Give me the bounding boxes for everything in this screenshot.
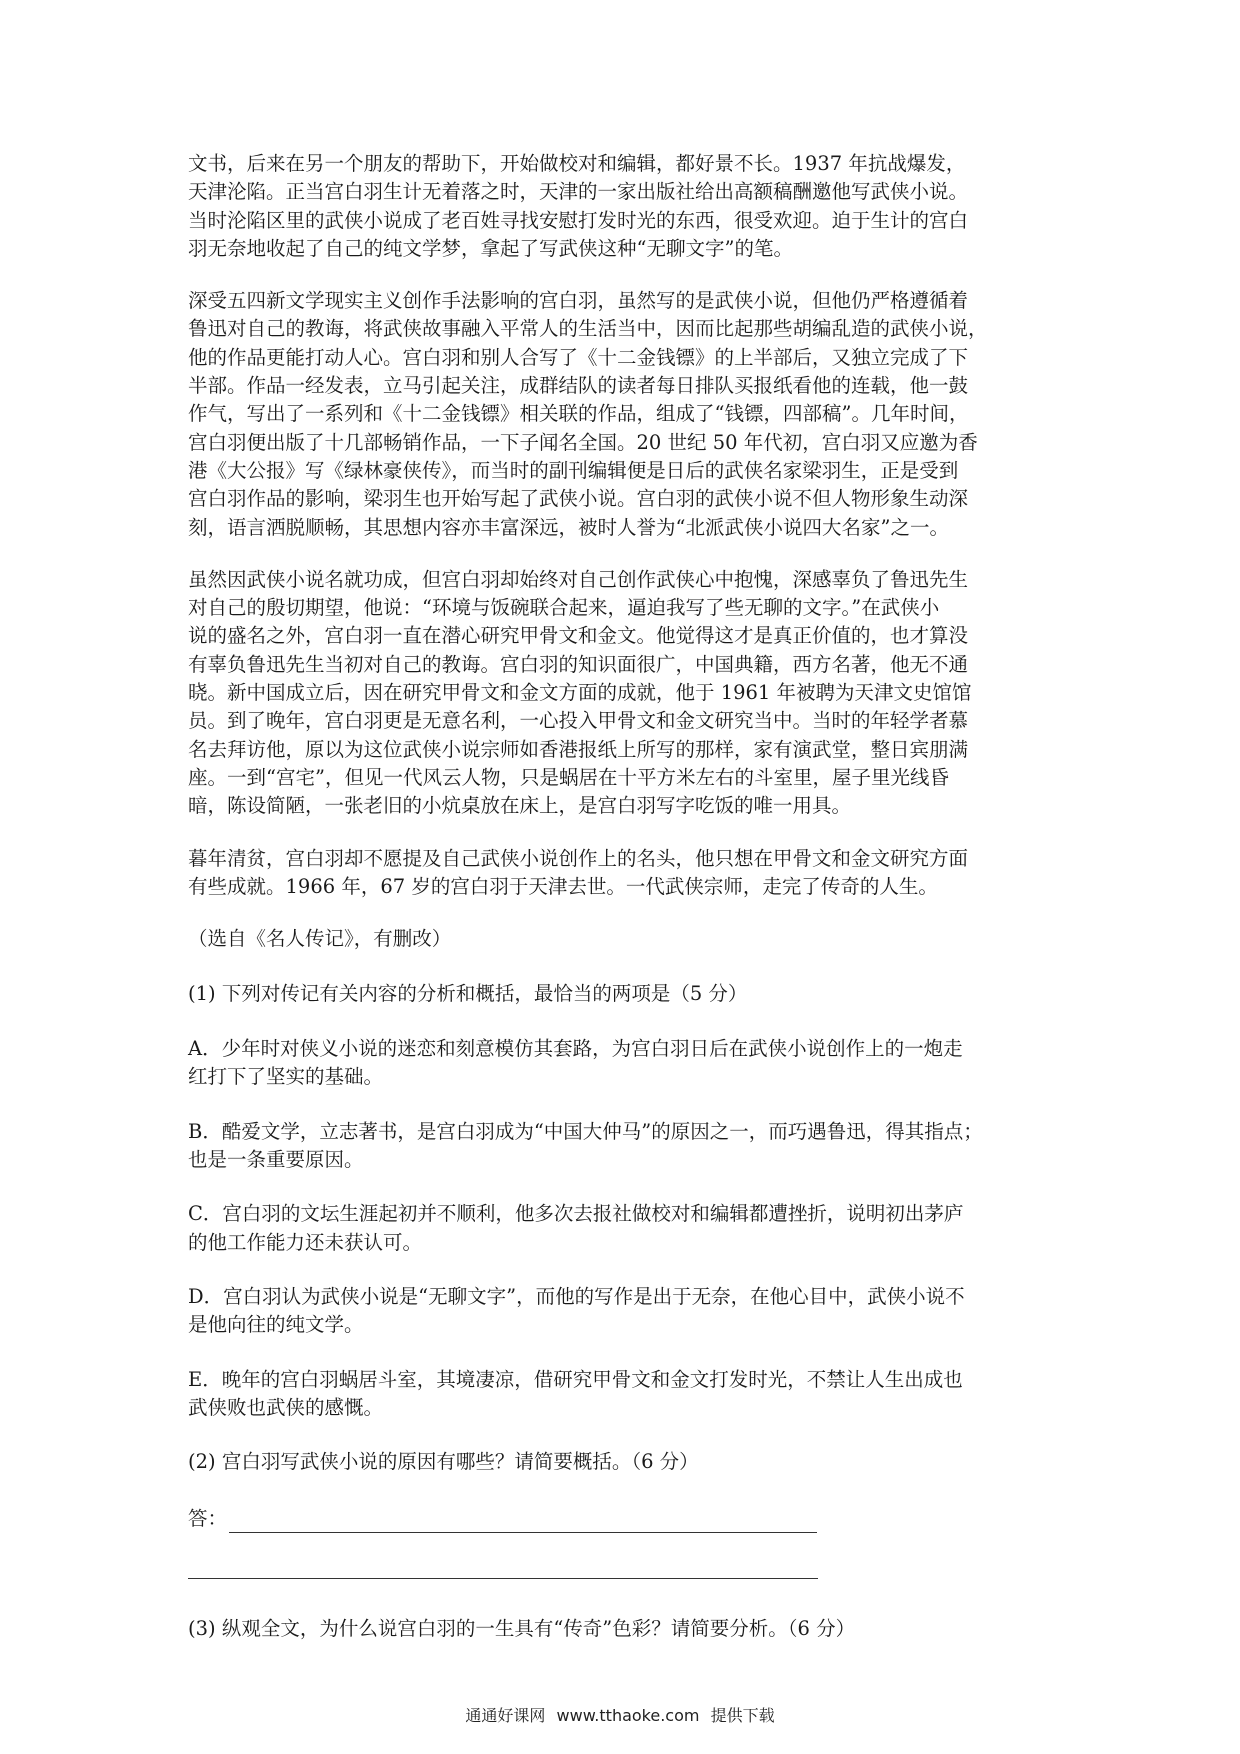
text-line: 有辜负鲁迅先生当初对自己的教诲。宫白羽的知识面很广，中国典籍，西方名著，他无不通	[188, 652, 969, 676]
answer-blank-line[interactable]	[229, 1512, 817, 1533]
paragraph-3	[188, 566, 1058, 821]
option-line: B．酷爱文学，立志著书，是宫白羽成为“中国大仲马”的原因之一，而巧遇鲁迅，得其指点；	[188, 1119, 983, 1143]
option-line: A．少年时对侠义小说的迷恋和刻意模仿其套路，为宫白羽日后在武侠小说创作上的一炮走	[188, 1037, 963, 1061]
footer-note: 提供下载	[710, 1706, 775, 1725]
option-line: 也是一条重要原因。	[188, 1148, 364, 1172]
answer-row	[188, 1503, 1058, 1533]
text-line: 半部。作品一经发表，立马引起关注，成群结队的读者每日排队买报纸看他的连载，他一鼓	[188, 374, 969, 398]
option-line: 是他向往的纯文学。	[188, 1313, 364, 1337]
option-a	[188, 1035, 1058, 1092]
footer-site-name: 通通好课网	[465, 1706, 546, 1725]
text-line: 说的盛名之外，宫白羽一直在潜心研究甲骨文和金文。他觉得这才是真正价值的，也才算没	[188, 624, 969, 648]
option-line: 的他工作能力还未获认可。	[188, 1230, 423, 1254]
text-line: 他的作品更能打动人心。宫白羽和别人合写了《十二金钱镖》的上半部后，又独立完成了下	[188, 345, 969, 369]
option-c	[188, 1200, 1058, 1257]
text-line: 文书，后来在另一个朋友的帮助下，开始做校对和编辑，都好景不长。1937 年抗战爆发，	[188, 152, 966, 175]
text-line: 当时沦陷区里的武侠小说成了老百姓寻找安慰打发时光的东西，很受欢迎。迫于生计的宫白	[188, 208, 969, 232]
text-line: 暮年清贫，宫白羽却不愿提及自己武侠小说创作上的名头，他只想在甲骨文和金文研究方面	[188, 846, 969, 870]
option-line: D．宫白羽认为武侠小说是“无聊文字”，而他的写作是出于无奈，在他心目中，武侠小说不	[188, 1284, 965, 1308]
text-line: 天津沦陷。正当宫白羽生计无着落之时，天津的一家出版社给出高额稿酬邀他写武侠小说。	[188, 180, 969, 204]
footer-url: www.tthaoke.com	[556, 1706, 700, 1725]
text-line: 名去拜访他，原以为这位武侠小说宗师如香港报纸上所写的那样，家有演武堂，整日宾朋满	[188, 737, 969, 761]
option-line: 武侠败也武侠的感慨。	[188, 1395, 384, 1419]
answer-blank-line[interactable]	[188, 1558, 818, 1579]
answer-row-2	[188, 1558, 1058, 1588]
text-line: 虽然因武侠小说名就功成，但宫白羽却始终对自己创作武侠心中抱愧，深感辜负了鲁迅先生	[188, 567, 969, 591]
text-line: 宫白羽便出版了十几部畅销作品，一下子闻名全国。20 世纪 50 年代初，宫白羽又应邀为香	[188, 430, 978, 454]
text-line: 宫白羽作品的影响，梁羽生也开始写起了武侠小说。宫白羽的武侠小说不但人物形象生动深	[188, 487, 969, 511]
text-line: 有些成就。1966 年，67 岁的宫白羽于天津去世。一代武侠宗师，走完了传奇的人生。	[188, 874, 938, 898]
source-note: （选自《名人传记》，有删改）	[188, 927, 452, 951]
document-body	[188, 150, 1058, 1670]
text-line: 作气，写出了一系列和《十二金钱镖》相关联的作品，组成了“钱镖，四部稿”。几年时间，	[188, 402, 969, 426]
text-line: 羽无奈地收起了自己的纯文学梦，拿起了写武侠这种“无聊文字”的笔。	[188, 236, 793, 260]
question-1: (1) 下列对传记有关内容的分析和概括，最恰当的两项是（5 分）	[188, 982, 748, 1006]
option-line: 红打下了坚实的基础。	[188, 1065, 384, 1089]
paragraph-1	[188, 150, 1058, 263]
text-line: 员。到了晚年，宫白羽更是无意名利，一心投入甲骨文和金文研究当中。当时的年轻学者慕	[188, 709, 969, 733]
text-line: 港《大公报》写《绿林豪侠传》，而当时的副刊编辑便是日后的武侠名家梁羽生，正是受到	[188, 458, 959, 482]
text-line: 座。一到“宫宅”，但见一代风云人物，只是蜗居在十平方米左右的斗室里，屋子里光线昏	[188, 765, 949, 789]
text-line: 刻，语言洒脱顺畅，其思想内容亦丰富深远，被时人誉为“北派武侠小说四大名家”之一。	[188, 515, 949, 539]
option-d	[188, 1283, 1058, 1340]
text-line: 暗，陈设简陋，一张老旧的小炕桌放在床上，是宫白羽写字吃饭的唯一用具。	[188, 794, 852, 818]
paragraph-2	[188, 287, 1058, 542]
page-footer	[0, 1703, 1240, 1726]
option-line: C．宫白羽的文坛生涯起初并不顺利，他多次去报社做校对和编辑都遭挫折，说明初出茅庐	[188, 1202, 964, 1226]
option-e	[188, 1366, 1058, 1423]
text-line: 深受五四新文学现实主义创作手法影响的宫白羽，虽然写的是武侠小说，但他仍严格遵循着	[188, 289, 969, 313]
paragraph-4	[188, 845, 1058, 902]
answer-label: 答：	[188, 1507, 228, 1531]
text-line: 鲁迅对自己的教诲，将武侠故事融入平常人的生活当中，因而比起那些胡编乱造的武侠小说，	[188, 317, 988, 341]
text-line: 晓。新中国成立后，因在研究甲骨文和金文方面的成就，他于 1961 年被聘为天津文史馆馆	[188, 681, 972, 705]
option-b	[188, 1118, 1058, 1175]
question-3: (3) 纵观全文，为什么说宫白羽的一生具有“传奇”色彩？请简要分析。（6 分）	[188, 1617, 856, 1641]
text-line: 对自己的殷切期望，他说：“环境与饭碗联合起来，逼迫我写了些无聊的文字。”在武侠小	[188, 596, 940, 620]
question-2: (2) 宫白羽写武侠小说的原因有哪些？请简要概括。（6 分）	[188, 1450, 699, 1474]
option-line: E．晚年的宫白羽蜗居斗室，其境凄凉，借研究甲骨文和金文打发时光，不禁让人生出成也	[188, 1367, 963, 1391]
